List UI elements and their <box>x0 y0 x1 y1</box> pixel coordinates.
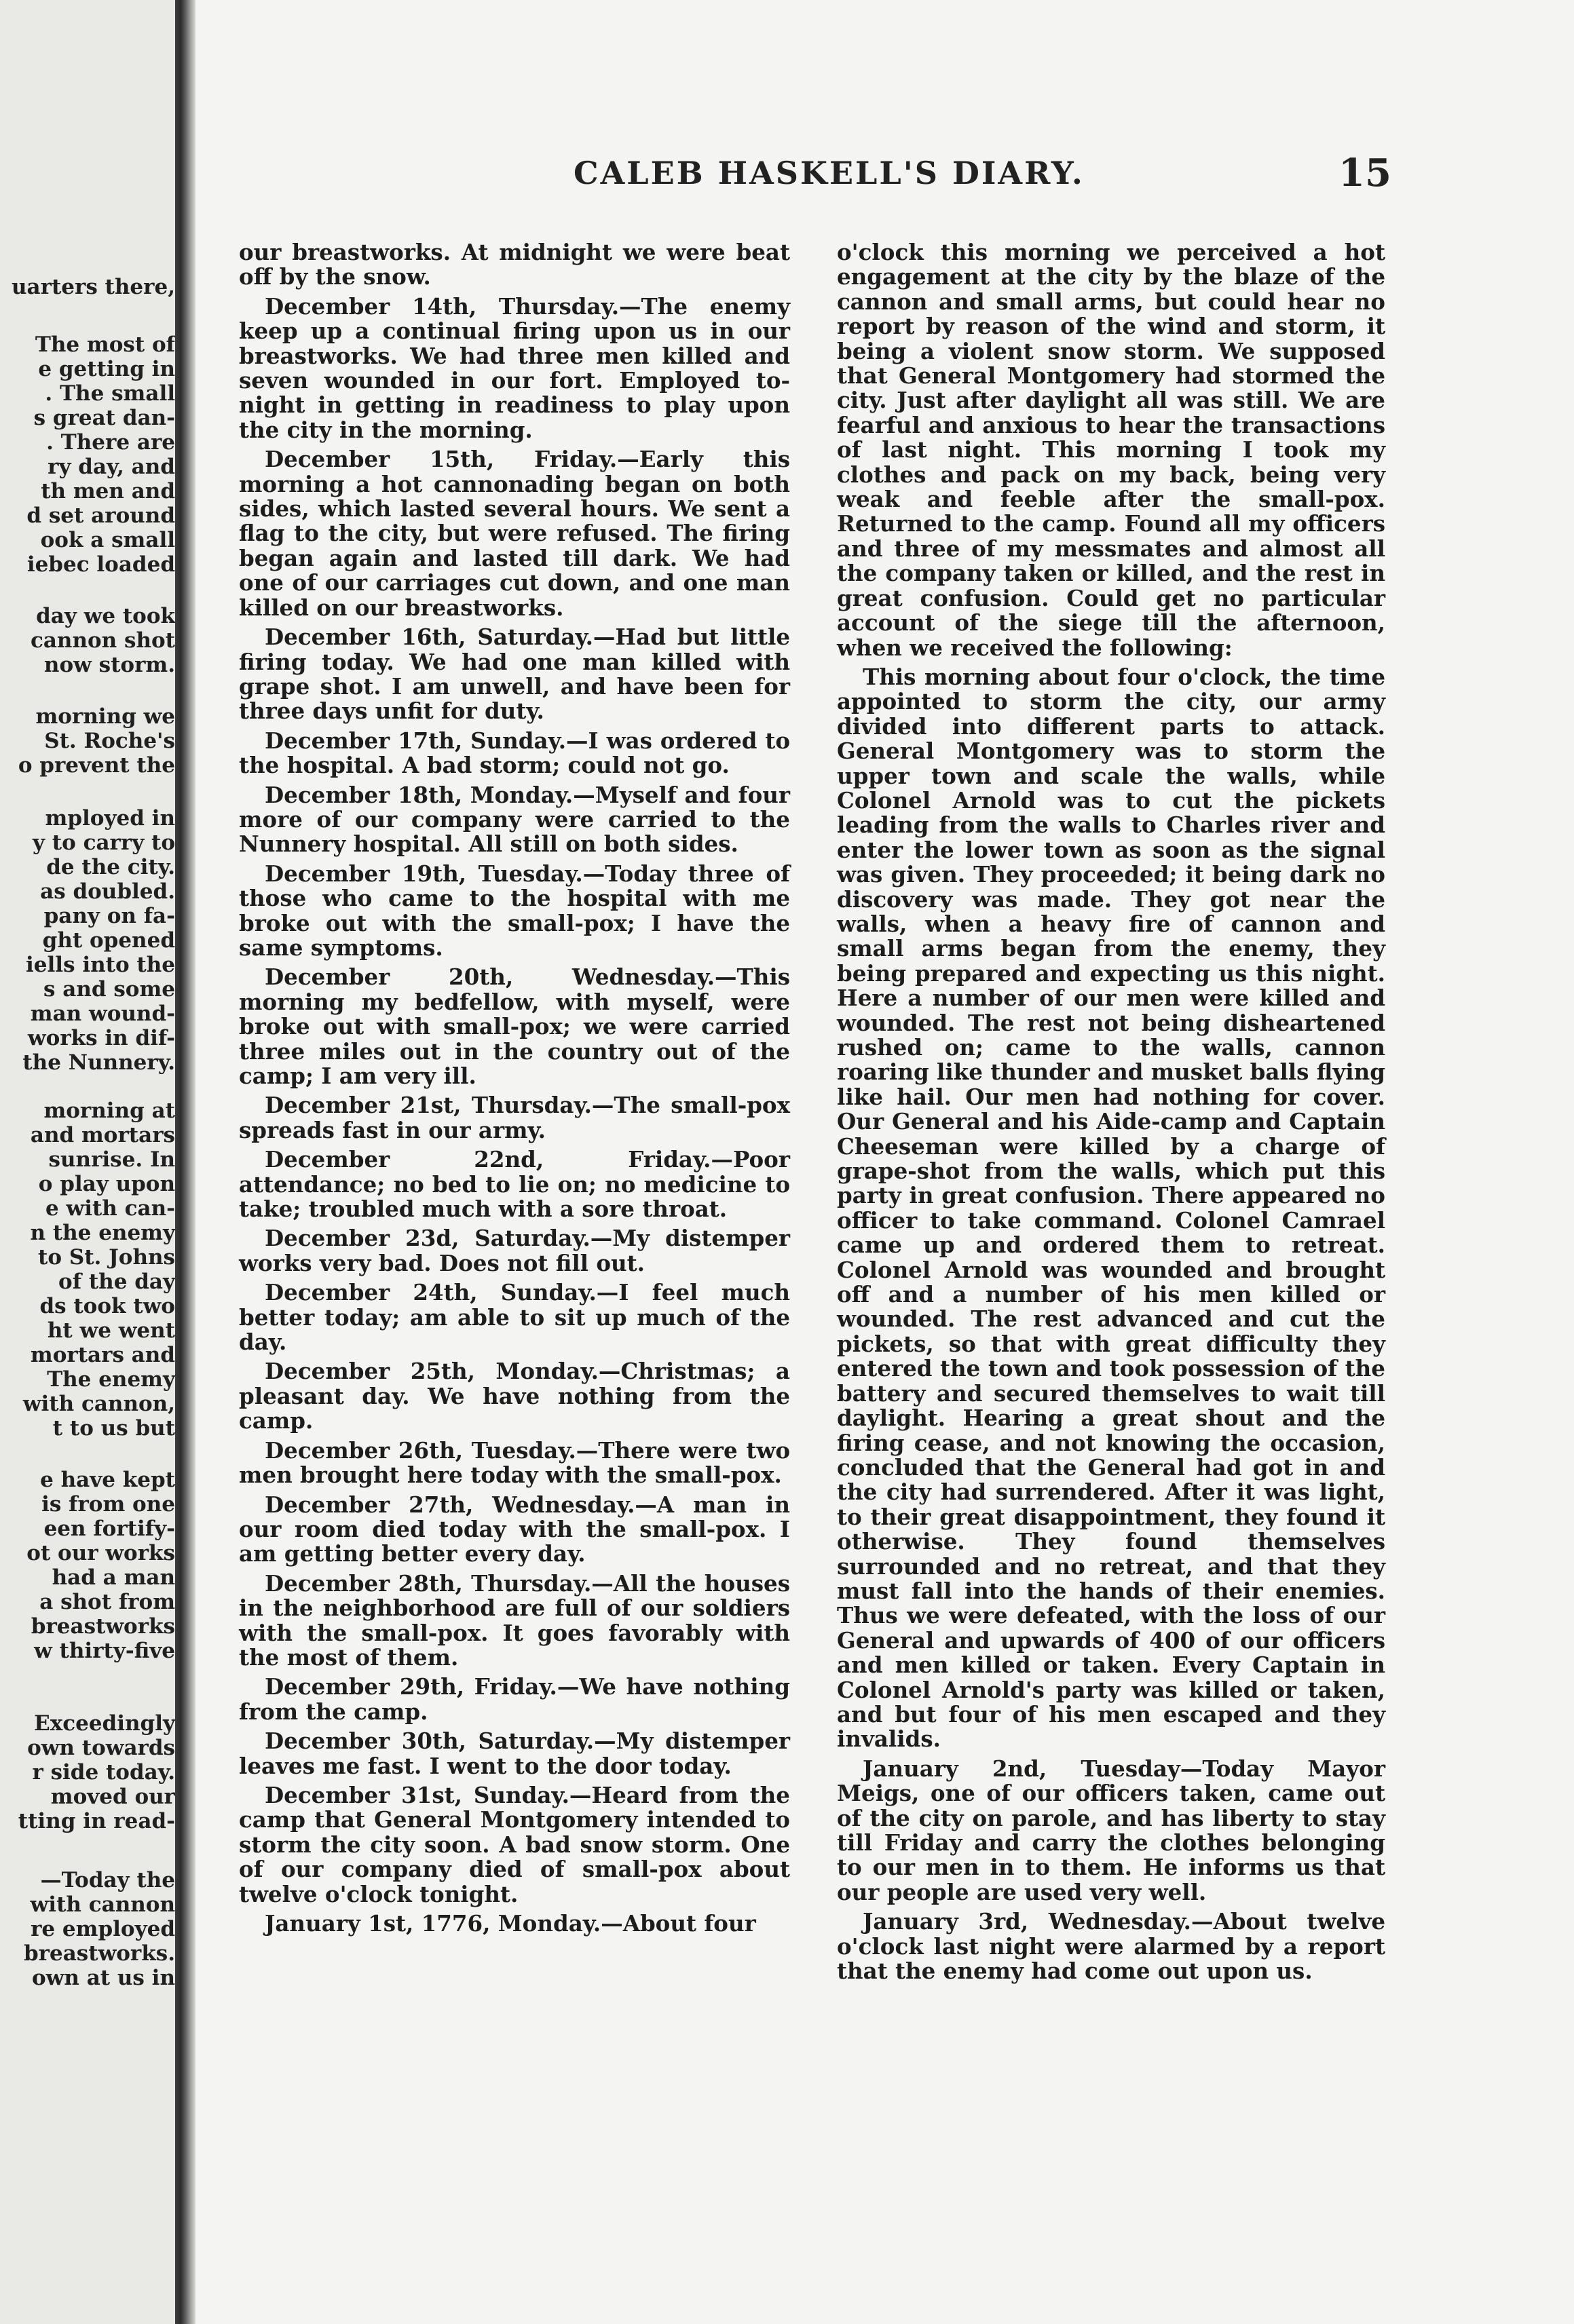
facing-page-line: is from one <box>41 1492 175 1517</box>
facing-page-line: een fortify- <box>43 1517 175 1541</box>
facing-page-line: morning at <box>43 1099 175 1123</box>
facing-page-line: —Today the <box>40 1868 175 1892</box>
facing-page-line: works in dif- <box>27 1026 175 1050</box>
page-number: 15 <box>1338 151 1391 195</box>
facing-page-line: of the day <box>58 1270 175 1294</box>
facing-page-line: ot our works <box>26 1541 175 1565</box>
diary-entry-dec-31: December 31st, Sunday.—Heard from the camp that General Montgomery intended to storm the city soon. A bad snow storm. One of our company died of small-pox about twelve o'clock tonight. <box>239 1781 790 1907</box>
facing-page-line: St. Roche's <box>44 729 175 753</box>
facing-page-line: mortars and <box>30 1343 175 1367</box>
diary-entry-dec-27: December 27th, Wednesday.—A man in our room died today with the small-pox. I am getting better every day. <box>239 1491 790 1567</box>
facing-page-line: a shot from <box>39 1590 175 1614</box>
facing-page-line: The enemy <box>47 1367 175 1392</box>
diary-entry-dec-18: December 18th, Monday.—Myself and four more of our company were carried to the Nunnery hospital. All still on both sides. <box>239 781 790 858</box>
text-column-left <box>239 240 790 1941</box>
diary-entry-dec-14: December 14th, Thursday.—The enemy keep up a continual firing upon us in our breastworks. We had three men killed and seven wounded in our fort. Employed to-night in getting in readiness to play upon the city in the morning. <box>239 292 790 443</box>
facing-page-line: cannon shot <box>30 628 175 653</box>
facing-page-fragment <box>0 0 175 2324</box>
diary-entry-jan-3: January 3rd, Wednesday.—About twelve o'clock last night were alarmed by a report that the enemy had come out upon us. <box>837 1908 1385 1985</box>
facing-page-line: with cannon, <box>22 1392 175 1416</box>
diary-entry-dec-22: December 22nd, Friday.—Poor attendance; no bed to lie on; no medicine to take; troubled much with a sore throat. <box>239 1146 790 1223</box>
facing-page-line: ook a small <box>40 528 175 552</box>
facing-page-line: ht we went <box>47 1318 175 1343</box>
diary-entry-dec-30: December 30th, Saturday.—My distemper leaves me fast. I went to the door today. <box>239 1728 790 1779</box>
facing-page-line: e with can- <box>45 1196 175 1221</box>
facing-page-line: th men and <box>41 479 175 503</box>
facing-page-line: mployed in <box>45 806 175 831</box>
diary-entry-dec-28: December 28th, Thursday.—All the houses in the neighborhood are full of our soldiers with the small-pox. It goes favorably with the most of them. <box>239 1569 790 1671</box>
facing-page-line: day we took <box>36 604 175 628</box>
diary-entry-jan-1: January 1st, 1776, Monday.—About four <box>265 1910 756 1937</box>
facing-page-line: s and some <box>43 977 175 1002</box>
facing-page-line: de the city. <box>46 855 175 879</box>
diary-entry-dec-17: December 17th, Sunday.—I was ordered to the hospital. A bad storm; could not go. <box>239 727 790 779</box>
diary-entry-dec-29: December 29th, Friday.—We have nothing from the camp. <box>239 1673 790 1725</box>
facing-page-line: iells into the <box>26 953 175 977</box>
facing-page-line: . The small <box>45 381 175 406</box>
facing-page-line: The most of <box>35 332 175 357</box>
facing-page-line: ght opened <box>42 928 175 953</box>
diary-entry-dec-16: December 16th, Saturday.—Had but little firing today. We had one man killed with grape shot. I am unwell, and have been for three days unfit for duty. <box>239 624 790 725</box>
facing-page-line: uarters there, <box>11 275 175 299</box>
facing-page-line: with cannon <box>30 1892 175 1917</box>
diary-entry-dec-24: December 24th, Sunday.—I feel much better today; am able to sit up much of the day. <box>239 1279 790 1356</box>
facing-page-line: y to carry to <box>32 831 175 855</box>
facing-page-line: e have kept <box>40 1468 175 1492</box>
facing-page-line: r side today. <box>32 1760 175 1785</box>
facing-page-line: sunrise. In <box>48 1147 175 1172</box>
paragraph: This morning about four o'clock, the time appointed to storm the city, our army divided into different parts to attack. General Montgomery was to storm the upper town and scale the walls, while Colonel Arnold was to cut the pickets leading from the walls to Charles river and enter the lower town as soon as the signal was given. They proceeded; it being dark no discovery was made. They got near the walls, when a heavy fire of cannon and small arms began from the enemy, they being prepared and expecting us this night. Here a number of our men were killed and wounded. The rest not being disheartened rushed on; came to the walls, cannon roaring like thunder and musket balls flying like hail. Our men had nothing for cover. Our General and his Aide-camp and Captain Cheeseman were killed by a charge of grape-shot from the walls, which put this party in great confusion. There appeared no officer to take command. Colonel Camrael came up and ordered them to retreat. Colonel Arnold was wounded and brought off and a number of his men killed or wounded. The rest advanced and cut the pickets, so that with great difficulty they entered the town and took possession of the battery and secured themselves to wait till daylight. Hearing a great shout and the firing cease, and not knowing the occasion, concluded that the General had got in and the city had surrendered. After it was light, to their great disappointment, they found it otherwise. They found themselves surrounded and no retreat, and that they must fall into the hands of their enemies. Thus we were defeated, with the loss of our General and upwards of 400 of our officers and men killed or taken. Every Captain in Colonel Arnold's party was killed or taken, and but four of his men escaped and they invalids. <box>837 663 1385 1753</box>
facing-page-line: s great dan- <box>33 406 175 430</box>
facing-page-line: moved our <box>50 1785 175 1809</box>
facing-page-line: own towards <box>27 1736 175 1760</box>
book-gutter <box>175 0 195 2324</box>
facing-page-line: d set around <box>26 503 175 528</box>
paragraph: o'clock this morning we perceived a hot engagement at the city by the blaze of the cannon and small arms, but could hear no report by reason of the wind and storm, it being a violent snow storm. We supposed that General Montgomery had stormed the city. Just after daylight all was still. We are fearful and anxious to hear the transactions of last night. This morning I took my clothes and pack on my back, being very weak and feeble after the small-pox. Returned to the camp. Found all my officers and three of my messmates and almost all the company taken or killed, and the rest in great confusion. Could get no particular account of the siege till the afternoon, when we received the following: <box>837 239 1385 661</box>
facing-page-line: Exceedingly <box>34 1711 175 1736</box>
facing-page-line: own at us in <box>32 1966 175 1990</box>
facing-page-line: the Nunnery. <box>22 1050 175 1075</box>
facing-page-line: w thirty-five <box>34 1639 175 1663</box>
facing-page-line: man wound- <box>30 1002 175 1026</box>
facing-page-line: o play upon <box>38 1172 175 1196</box>
facing-page-line: ry day, and <box>48 455 175 479</box>
facing-page-line: had a man <box>52 1565 175 1590</box>
facing-page-line: ds took two <box>39 1294 175 1318</box>
facing-page-line: . There are <box>46 430 175 455</box>
facing-page-line: now storm. <box>43 653 175 677</box>
diary-entry-jan-2: January 2nd, Tuesday—Today Mayor Meigs, one of our officers taken, came out of the city on parole, and has liberty to stay till Friday and carry the clothes belonging to our men in to them. He informs us that our people are used very well. <box>837 1755 1385 1905</box>
diary-entry-dec-21: December 21st, Thursday.—The small-pox spreads fast in our army. <box>239 1092 790 1143</box>
facing-page-line: o prevent the <box>18 753 175 778</box>
facing-page-line: e getting in <box>38 357 175 381</box>
diary-entry-dec-26: December 26th, Tuesday.—There were two men brought here today with the small-pox. <box>239 1436 790 1489</box>
facing-page-line: iebec loaded <box>26 552 175 577</box>
running-header: CALEB HASKELL'S DIARY. <box>574 155 1085 191</box>
diary-entry-dec-15: December 15th, Friday.—Early this morning a hot cannonading began on both sides, which lasted several hours. We sent a flag to the city, but were refused. The firing began again and lasted till dark. We had one of our carriages cut down, and one man killed on our breastworks. <box>239 446 790 621</box>
facing-page-line: re employed <box>31 1917 175 1941</box>
diary-entry-dec-25: December 25th, Monday.—Christmas; a pleasant day. We have nothing from the camp. <box>239 1358 790 1434</box>
facing-page-line: as doubled. <box>40 879 175 904</box>
facing-page-line: breastworks <box>31 1614 175 1639</box>
facing-page-line: and mortars <box>30 1123 175 1147</box>
facing-page-line: t to us but <box>52 1416 175 1441</box>
diary-entry-dec-23: December 23d, Saturday.—My distemper works very bad. Does not fill out. <box>239 1225 790 1276</box>
facing-page-line: morning we <box>35 704 175 729</box>
paragraph: our breastworks. At midnight we were beat off by the snow. <box>239 239 790 290</box>
text-column-right <box>837 240 1385 1988</box>
facing-page-line: breastworks. <box>23 1941 175 1966</box>
facing-page-line: n the enemy <box>30 1221 175 1245</box>
facing-page-line: tting in read- <box>18 1809 175 1833</box>
diary-entry-dec-19: December 19th, Tuesday.—Today three of those who came to the hospital with me broke out with the small-pox; I have the same symptoms. <box>239 860 790 961</box>
diary-entry-dec-20: December 20th, Wednesday.—This morning my bedfellow, with myself, were broke out with small-pox; we were carried three miles out in the country out of the camp; I am very ill. <box>239 964 790 1089</box>
facing-page-line: pany on fa- <box>43 904 175 928</box>
facing-page-line: to St. Johns <box>38 1245 175 1270</box>
